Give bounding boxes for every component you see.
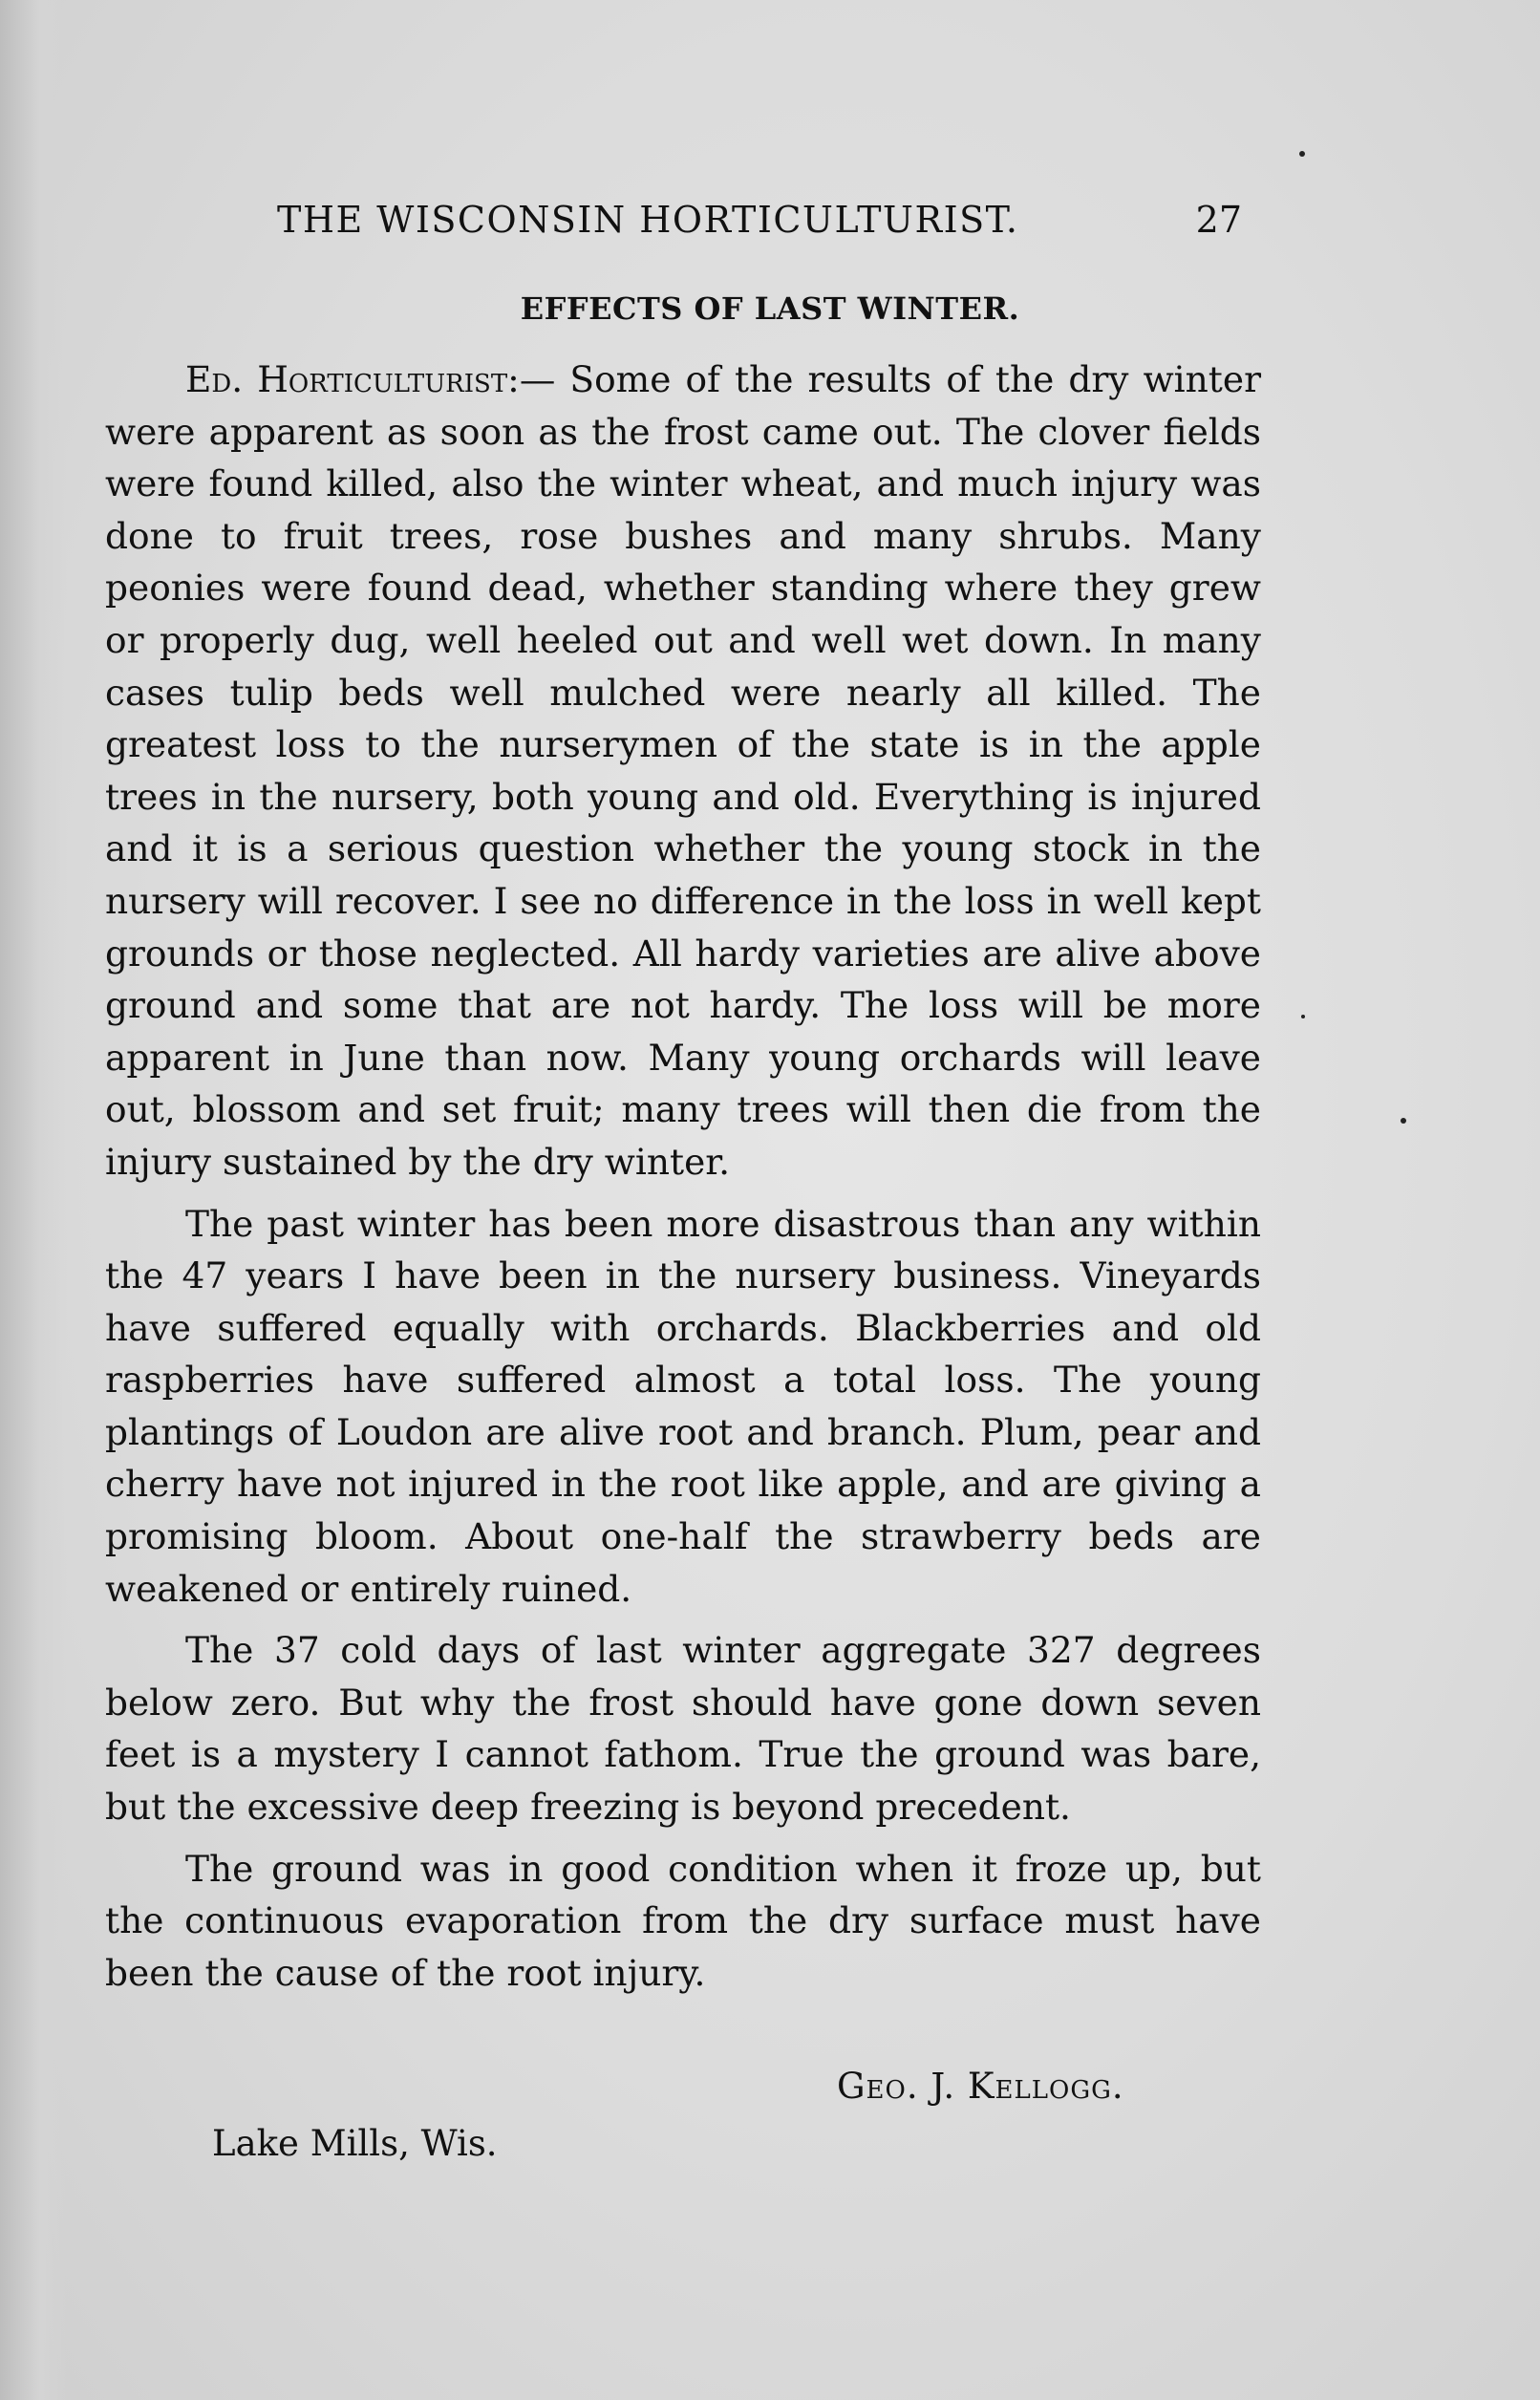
article-title: EFFECTS OF LAST WINTER. — [520, 290, 1020, 327]
paragraph-1-text: — Some of the results of the dry winter were apparent as soon as the frost came out. The clover fields were found killed, also the winter wheat, and much injury was done to fruit trees, rose bushes and many shrubs. Many peonies were found dead, whether standing where they grew or properly dug, well heeled out and well wet down. In many cases tulip beds well mulched were nearly all killed. The greatest loss to the nurserymen of the state is in the apple trees in the nursery, both young and old. Everything is injured and it is a serious question whether the young stock in the nursery will recover. I see no difference in the loss in well kept grounds or those neglected. All hardy varieties are alive above ground and some that are not hardy. The loss will be more apparent in June than now. Many young orchards will leave out, blossom and set fruit; many trees will then die from the injury sustained by the dry winter. — [105, 358, 1261, 1183]
paragraph-3: The 37 cold days of last winter aggregate 327 degrees below zero. But why the frost should have gone down seven feet is a mystery I cannot fathom. True the ground was bare, but the excessive deep freezing is beyond precedent. — [105, 1629, 1261, 1829]
author-signature: Geo. J. Kellogg. — [837, 2066, 1124, 2107]
place-line: Lake Mills, Wis. — [212, 2123, 498, 2164]
salutation: Ed. Horticulturist: — [185, 358, 520, 400]
running-title: THE WISCONSIN HORTICULTURIST. — [277, 199, 1019, 241]
spine-shadow — [0, 0, 67, 2400]
running-head — [277, 199, 1242, 256]
paragraph-4: The ground was in good condition when it froze up, but the continuous evaporation from the dry surface must have been the cause of the root injury. — [105, 1847, 1261, 1994]
ink-speck — [1401, 1118, 1406, 1124]
paragraph-1 — [105, 354, 1261, 1189]
article-body — [105, 354, 1261, 2008]
ink-speck — [1299, 151, 1305, 157]
paragraph-2: The past winter has been more disastrous than any within the 47 years I have been in the nursery business. Vineyards have suffered equally with orchards. Blackberries and old raspberries have suffered almost a total loss. The young plantings of Loudon are alive root and branch. Plum, pear and cherry have not injured in the root like apple, and are giving a promising bloom. About one-half the strawberry beds are weakened or entirely ruined. — [105, 1202, 1261, 1610]
page-number: 27 — [1195, 199, 1242, 241]
ink-speck — [1301, 1015, 1305, 1018]
